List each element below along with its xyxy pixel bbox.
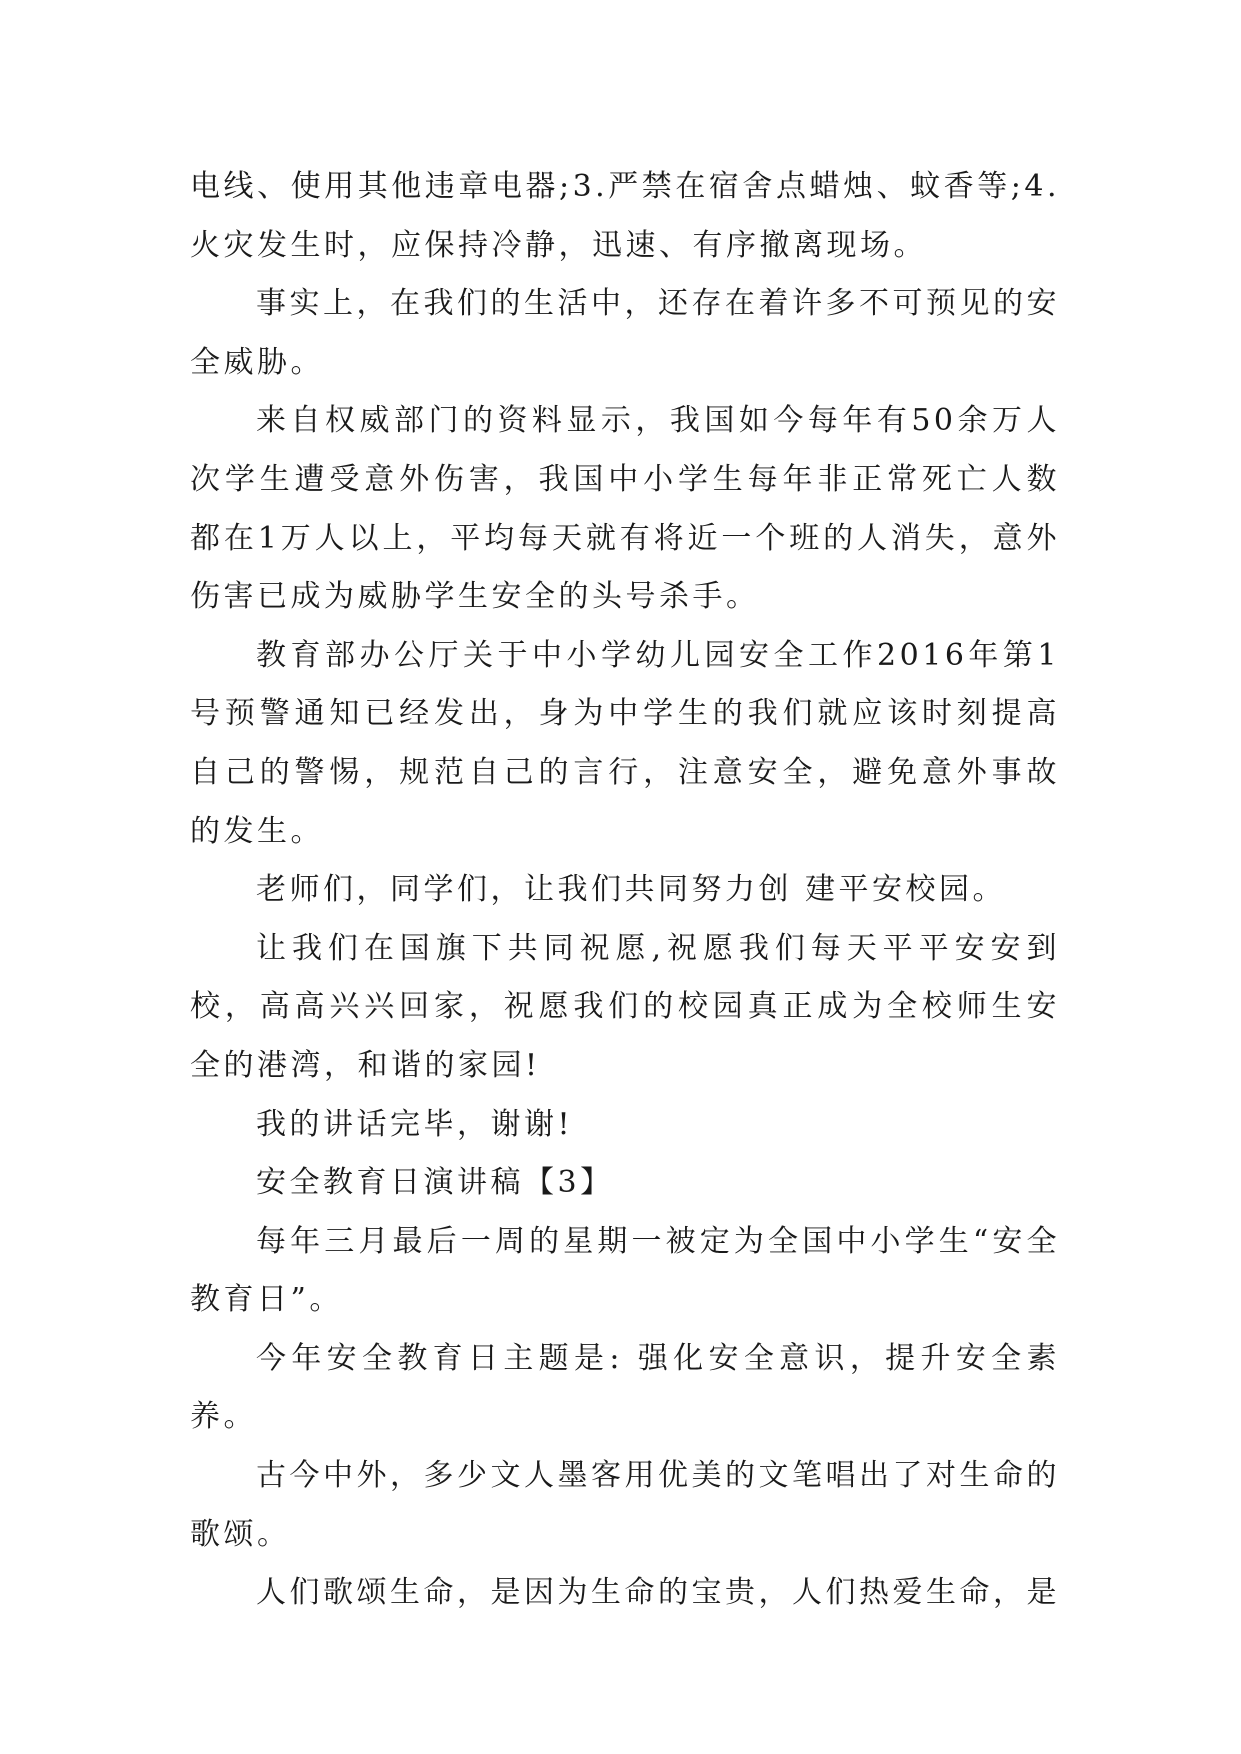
- paragraph-4: 教育部办公厅关于中小学幼儿园安全工作2016年第1号预警通知已经发出，身为中学生的我们就应该时刻提高自己的警惕，规范自己的言行，注意安全，避免意外事故的发生。: [190, 637, 1060, 849]
- paragraph-5: 老师们，同学们，让我们共同努力创 建平安校园。: [256, 872, 1007, 908]
- section-heading: 安全教育日演讲稿【3】: [256, 1165, 614, 1201]
- paragraph-2: 事实上，在我们的生活中，还存在着许多不可预见的安全威胁。: [190, 286, 1060, 380]
- paragraph-6: 让我们在国旗下共同祝愿,祝愿我们每天平平安安到校，高高兴兴回家，祝愿我们的校园真正成为全校师生安全的港湾，和谐的家园!: [190, 930, 1060, 1083]
- paragraph-9: 每年三月最后一周的星期一被定为全国中小学生“安全教育日”。: [190, 1223, 1060, 1318]
- paragraph-12: 人们歌颂生命，是因为生命的宝贵，人们热爱生命，是: [256, 1575, 1060, 1611]
- paragraph-10: 今年安全教育日主题是: 强化安全意识，提升安全素养。: [190, 1340, 1060, 1435]
- paragraph-1: 电线、使用其他违章电器;3.严禁在宿舍点蜡烛、蚊香等;4.火灾发生时，应保持冷静，迅速、有序撤离现场。: [190, 169, 1060, 263]
- paragraph-11: 古今中外，多少文人墨客用优美的文笔唱出了对生命的歌颂。: [190, 1458, 1060, 1552]
- paragraph-7: 我的讲话完毕，谢谢!: [256, 1106, 574, 1142]
- document-body: [190, 158, 1060, 1623]
- paragraph-3: 来自权威部门的资料显示，我国如今每年有50余万人次学生遭受意外伤害，我国中小学生每年非正常死亡人数都在1万人以上，平均每天就有将近一个班的人消失，意外伤害已成为威胁学生安全的头号杀手。: [190, 403, 1060, 615]
